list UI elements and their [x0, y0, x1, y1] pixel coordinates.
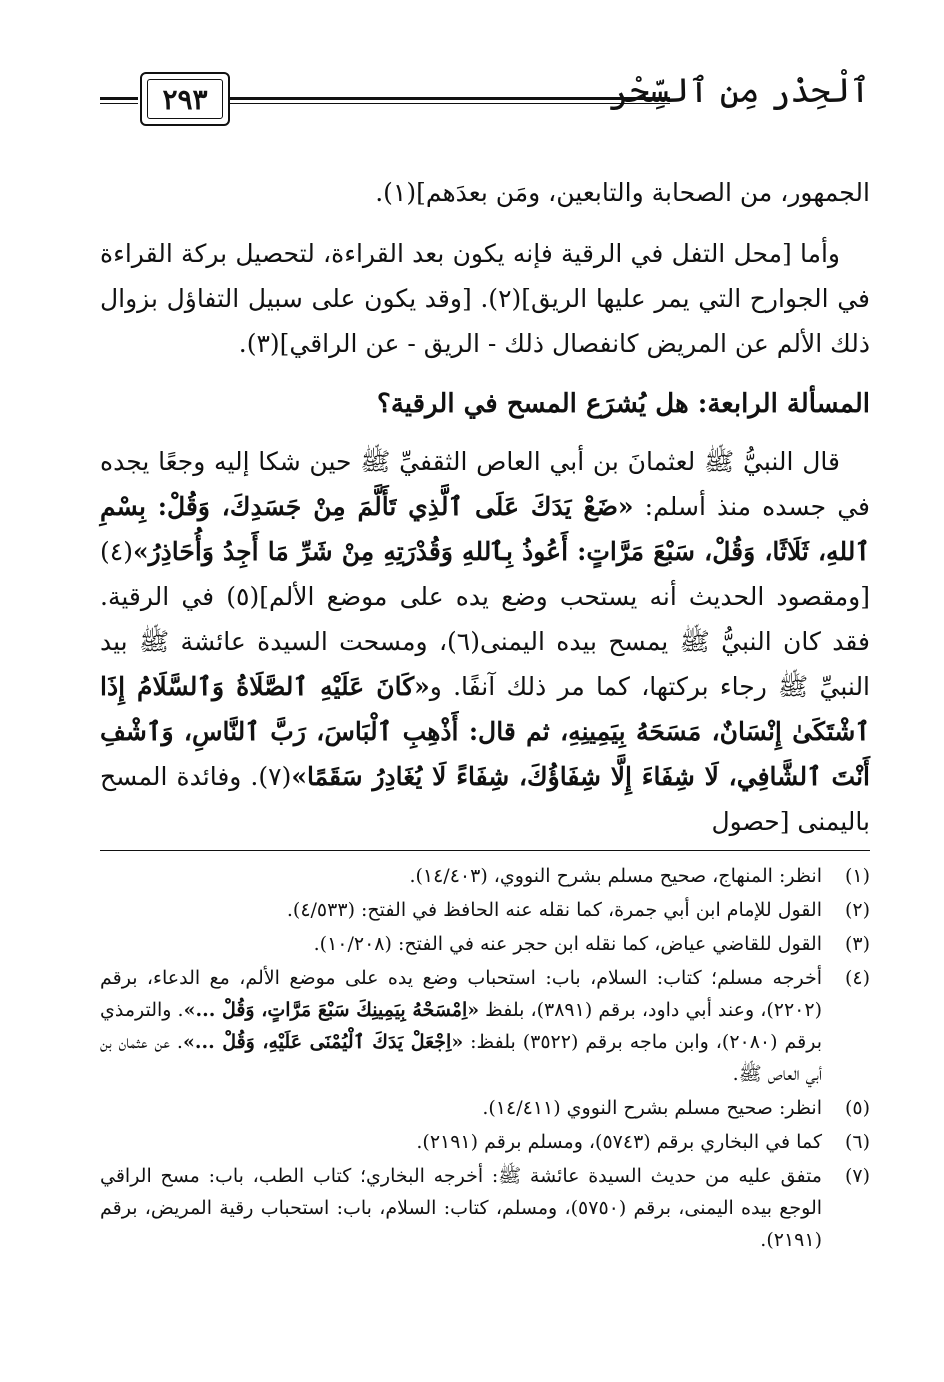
section-heading: المسألة الرابعة: هل يُشرَع المسح في الرقية؟: [377, 389, 870, 419]
footnote-number: (٤): [844, 967, 870, 989]
footnote-text: [100, 962, 822, 1090]
header-rule: [228, 97, 670, 104]
footnote-4-text-a: أخرجه مسلم؛ كتاب: السلام، باب: استحباب وضع يده على موضع الألم، مع الدعاء، برقم (٢٢٠٢)، وعند أبي داود، برقم (٣٨٩١)، بلفظ: [100, 967, 822, 1021]
paragraph-3-text-a: قال النبيُّ ﷺ لعثمانَ بن أبي العاص الثقفيِّ ﷺ حين شكا إليه وجعًا يجده في جسده منذ أسلم:: [100, 447, 871, 521]
footnote-4: [100, 962, 870, 1090]
hadith-quote-2: «كَانَ عَلَيْهِ ٱلصَّلَاةُ وَٱلسَّلَامُ إِذَا ٱشْتَكَىٰ إِنْسَانٌ، مَسَحَهُ بِيَمِينِهِ، ثم قال: أَذْهِبِ ٱلْبَاسَ، رَبَّ ٱلنَّاسِ، وَٱشْفِ أَنْتَ ٱلشَّافِي، لَا شِفَاءَ إِلَّا شِفَاؤُكَ، شِفَاءً لَا يُغَادِرُ سَقَمًا»: [100, 672, 870, 791]
footnote-4-text-b: . والترمذي برقم (٢٠٨٠)، وابن ماجه برقم (٣٥٢٢) بلفظ:: [100, 999, 822, 1053]
footnote-4-hadith-b: «اِجْعَلْ يَدَكَ ٱلْيُمْنَى عَلَيْهِ، وَقُلْ ...»: [182, 1031, 464, 1053]
footnote-7: [100, 1160, 870, 1256]
footnote-number: (٧): [844, 1165, 870, 1187]
footnote-number: (٦): [844, 1131, 870, 1153]
footnote-5: [100, 1092, 870, 1124]
paragraph-3: [100, 439, 870, 844]
paragraph-2: وأما [محل التفل في الرقية فإنه يكون بعد القراءة، لتحصيل بركة القراءة في الجوارح التي يمر عليها الريق](٢). [وقد يكون على سبيل التفاؤل بزوال ذلك الألم عن المريض كانفصال ذلك - الريق - عن الراقي](٣).: [100, 239, 870, 358]
footnote-text: متفق عليه من حديث السيدة عائشة ﷺ: أخرجه البخاري؛ كتاب الطب، باب: مسح الراقي الوجع بيده اليمنى، برقم (٥٧٥٠)، ومسلم، كتاب: السلام، باب: استحباب رقية المريض، برقم (٢١٩١).: [100, 1165, 823, 1251]
footnote-list: [100, 860, 870, 1258]
hadith-quote-1: «ضَعْ يَدَكَ عَلَى ٱلَّذِي تَأَلَّمَ مِنْ جَسَدِكَ، وَقُلْ: بِسْمِ ٱللهِ، ثَلَاثًا، وَقُلْ، سَبْعَ مَرَّاتٍ: أَعُوذُ بِٱللهِ وَقُدْرَتِهِ مِنْ شَرِّ مَا أَجِدُ وَأُحَاذِرُ»: [100, 492, 870, 566]
footnote-number: (٢): [844, 899, 870, 921]
footnote-text: انظر: المنهاج، صحيح مسلم بشرح النووي، (١٤/٤٠٣).: [409, 865, 822, 887]
paragraph-3-text-b: (٤) [ومقصود الحديث أنه يستحب وضع يده على موضع الألم](٥) في الرقية. فقد كان النبيُّ ﷺ يمسح بيده اليمنى(٦)، ومسحت السيدة عائشة ﷺ بيد النبيِّ ﷺ رجاء بركتها، كما مر ذلك آنفًا. و: [100, 537, 871, 701]
footnote-4-text-c: . عن عثمان بن أبي العاص ﷺ.: [100, 1031, 822, 1085]
page-number-frame: [140, 72, 230, 126]
footnote-text: القول للقاضي عياض، كما نقله ابن حجر عنه في الفتح: (١٠/٢٠٨).: [313, 933, 822, 955]
paragraph-1: الجمهور، من الصحابة والتابعين، ومَن بعدَهم](١).: [375, 178, 870, 207]
footnote-number: (٥): [844, 1097, 870, 1119]
page-number: ٢٩٣: [162, 82, 208, 116]
footnote-text: القول للإمام ابن أبي جمرة، كما نقله عنه الحافظ في الفتح: (٤/٥٣٣).: [286, 899, 822, 921]
paragraph-3-text-c: (٧). وفائدة المسح باليمنى [حصول: [100, 762, 870, 836]
footnote-number: (٣): [844, 933, 870, 955]
main-text: [100, 170, 870, 860]
header-rule-left: [100, 97, 138, 104]
footnote-rule: [100, 850, 870, 851]
footnote-2: [100, 894, 870, 926]
running-title: ٱلْحِذْر مِن ٱلسِّحْر: [609, 71, 870, 111]
footnote-4-hadith-a: «اِمْسَحْهُ بِيَمِينِكَ سَبْعَ مَرَّاتٍ، وَقُلْ ...»: [183, 999, 480, 1021]
footnote-3: [100, 928, 870, 960]
footnote-number: (١): [844, 865, 870, 887]
footnote-1: [100, 860, 870, 892]
page-header: [100, 64, 870, 124]
footnote-text: كما في البخاري برقم (٥٧٤٣)، ومسلم برقم (٢١٩١).: [416, 1131, 822, 1153]
footnote-text: انظر: صحيح مسلم بشرح النووي (١٤/٤١١).: [482, 1097, 822, 1119]
footnote-6: [100, 1126, 870, 1158]
